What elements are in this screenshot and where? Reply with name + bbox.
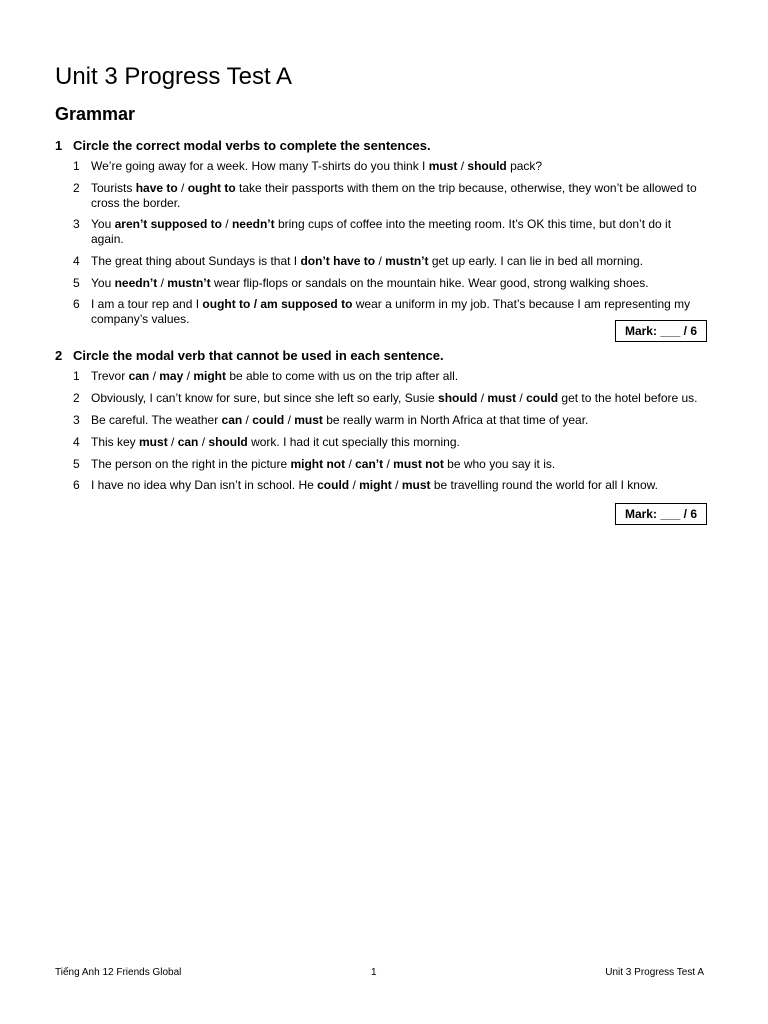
sentence-text: / xyxy=(167,434,178,449)
item-text xyxy=(91,217,701,247)
modal-option[interactable]: needn’t xyxy=(231,217,275,232)
sentence-text: / xyxy=(516,390,527,405)
modal-option[interactable]: may xyxy=(159,369,184,383)
modal-option[interactable]: don’t have to xyxy=(300,254,376,269)
sentence-text: be really warm in North Africa at that time of year. xyxy=(322,412,589,427)
modal-option[interactable]: aren’t supposed to xyxy=(114,217,222,232)
page-title: Unit 3 Progress Test A xyxy=(55,63,292,90)
sentence-item xyxy=(55,369,715,384)
sentence-text: / xyxy=(477,390,488,405)
exercise-number: 1 xyxy=(55,138,63,153)
sentence-text: / xyxy=(349,478,360,493)
sentence-text: pack? xyxy=(506,159,543,173)
modal-option[interactable]: might not xyxy=(290,456,346,471)
item-number: 4 xyxy=(73,434,80,449)
item-number: 6 xyxy=(73,297,80,312)
modal-option[interactable]: needn’t xyxy=(114,275,158,290)
modal-option[interactable]: should xyxy=(208,434,248,449)
sentence-text: I am a tour rep and I xyxy=(91,297,203,312)
sentence-text: / xyxy=(375,254,386,269)
sentence-item xyxy=(55,276,715,291)
sentence-item xyxy=(55,159,715,174)
sentence-item xyxy=(55,217,715,247)
item-text xyxy=(91,391,701,406)
sentence-item xyxy=(55,457,715,472)
sentence-text: This key xyxy=(91,434,140,449)
sentence-text: You xyxy=(91,217,115,232)
item-number: 5 xyxy=(73,275,80,290)
exercise-number: 2 xyxy=(55,348,63,363)
exercise-items xyxy=(55,369,715,493)
item-text xyxy=(91,276,701,291)
modal-option[interactable]: can xyxy=(128,369,150,383)
sentence-text: be travelling round the world for all I know. xyxy=(430,478,658,493)
item-number: 4 xyxy=(73,254,80,269)
modal-option[interactable]: might xyxy=(359,478,392,493)
sentence-text: be who you say it is. xyxy=(443,456,556,471)
exercise-instruction: Circle the modal verb that cannot be used in each sentence. xyxy=(73,348,444,363)
sentence-text: I have no idea why Dan isn’t in school. He xyxy=(91,478,318,493)
item-number: 1 xyxy=(73,369,80,383)
exercise-1 xyxy=(55,138,715,334)
sentence-text: get to the hotel before us. xyxy=(558,390,698,405)
sentence-text: bring cups of coffee into the meeting room. It’s OK this time, but don’t do it again. xyxy=(91,217,672,247)
modal-option[interactable]: should xyxy=(438,390,478,405)
sentence-text: You xyxy=(91,275,115,290)
item-number: 2 xyxy=(73,390,80,405)
item-number: 3 xyxy=(73,217,80,232)
item-number: 2 xyxy=(73,180,80,195)
modal-option[interactable]: must xyxy=(294,412,323,427)
footer-book-title: Tiếng Anh 12 Friends Global xyxy=(55,967,182,978)
sentence-text: We’re going away for a week. How many T-shirts do you think I xyxy=(91,159,429,173)
sentence-text: / xyxy=(284,412,295,427)
sentence-text: get up early. I can lie in bed all morning. xyxy=(428,254,644,269)
mark-box: Mark: ___ / 6 xyxy=(615,503,707,525)
item-text xyxy=(91,413,701,428)
sentence-item xyxy=(55,478,715,493)
sentence-text: work. I had it cut specially this morning. xyxy=(247,434,460,449)
sentence-text: Obviously, I can’t know for sure, but since she left so early, Susie xyxy=(91,390,439,405)
item-number: 5 xyxy=(73,456,80,471)
item-text xyxy=(91,457,701,472)
modal-option[interactable]: could xyxy=(252,412,285,427)
sentence-text: / xyxy=(183,369,194,383)
modal-option[interactable]: can’t xyxy=(355,456,384,471)
sentence-text: / xyxy=(177,180,188,195)
exercise-heading xyxy=(55,138,715,154)
sentence-item xyxy=(55,181,715,211)
item-text xyxy=(91,254,701,269)
sentence-text: take their passports with them on the trip because, otherwise, they won’t be allowed to cross the border. xyxy=(91,180,697,210)
exercise-items xyxy=(55,159,715,327)
item-text xyxy=(91,478,701,493)
modal-option[interactable]: could xyxy=(317,478,350,493)
sentence-text: / xyxy=(345,456,356,471)
section-title: Grammar xyxy=(55,104,136,124)
modal-option[interactable]: must xyxy=(428,159,458,173)
sentence-text: be able to come with us on the trip after all. xyxy=(225,369,459,383)
exercise-heading xyxy=(55,348,715,364)
modal-option[interactable]: must xyxy=(487,390,517,405)
footer-test-title: Unit 3 Progress Test A xyxy=(605,967,704,978)
modal-option[interactable]: have to xyxy=(135,180,178,195)
modal-option[interactable]: mustn’t xyxy=(167,275,211,290)
item-number: 3 xyxy=(73,412,80,427)
modal-option[interactable]: can xyxy=(177,434,199,449)
modal-option[interactable]: must xyxy=(139,434,168,449)
sentence-text: The person on the right in the picture xyxy=(91,456,291,471)
sentence-text: Tourists xyxy=(91,180,136,195)
footer-page-number: 1 xyxy=(371,967,377,978)
sentence-text: Trevor xyxy=(91,369,129,383)
modal-option[interactable]: ought to / am supposed to xyxy=(202,297,353,312)
exercise-instruction: Circle the correct modal verbs to complete the sentences. xyxy=(73,138,431,153)
sentence-item xyxy=(55,413,715,428)
exercise-2 xyxy=(55,348,715,500)
sentence-text: wear a uniform in my job. That’s because I am representing my company’s values. xyxy=(91,297,691,327)
sentence-text: Be careful. The weather xyxy=(91,412,222,427)
item-text xyxy=(91,159,701,174)
sentence-text: / xyxy=(457,159,468,173)
modal-option[interactable]: must not xyxy=(393,456,444,471)
sentence-text: The great thing about Sundays is that I xyxy=(91,254,301,269)
modal-option[interactable]: ought to xyxy=(187,180,236,195)
sentence-text: / xyxy=(157,275,168,290)
sentence-item xyxy=(55,391,715,406)
item-number: 1 xyxy=(73,159,80,173)
item-text xyxy=(91,297,701,327)
sentence-text: wear flip-flops or sandals on the mountain hike. Wear good, strong walking shoes. xyxy=(210,275,649,290)
modal-option[interactable]: mustn’t xyxy=(385,254,429,269)
sentence-text: / xyxy=(149,369,160,383)
sentence-text: / xyxy=(198,434,209,449)
sentence-item xyxy=(55,435,715,450)
item-text xyxy=(91,181,701,211)
modal-option[interactable]: can xyxy=(221,412,243,427)
sentence-text: / xyxy=(383,456,394,471)
modal-option[interactable]: must xyxy=(401,478,431,493)
item-number: 6 xyxy=(73,478,80,493)
sentence-text: / xyxy=(221,217,232,232)
sentence-item xyxy=(55,254,715,269)
item-text xyxy=(91,435,701,450)
item-text xyxy=(91,369,701,384)
sentence-text: / xyxy=(242,412,253,427)
modal-option[interactable]: might xyxy=(193,369,226,383)
sentence-text: / xyxy=(391,478,402,493)
modal-option[interactable]: could xyxy=(526,390,559,405)
mark-box: Mark: ___ / 6 xyxy=(615,320,707,342)
modal-option[interactable]: should xyxy=(467,159,507,173)
